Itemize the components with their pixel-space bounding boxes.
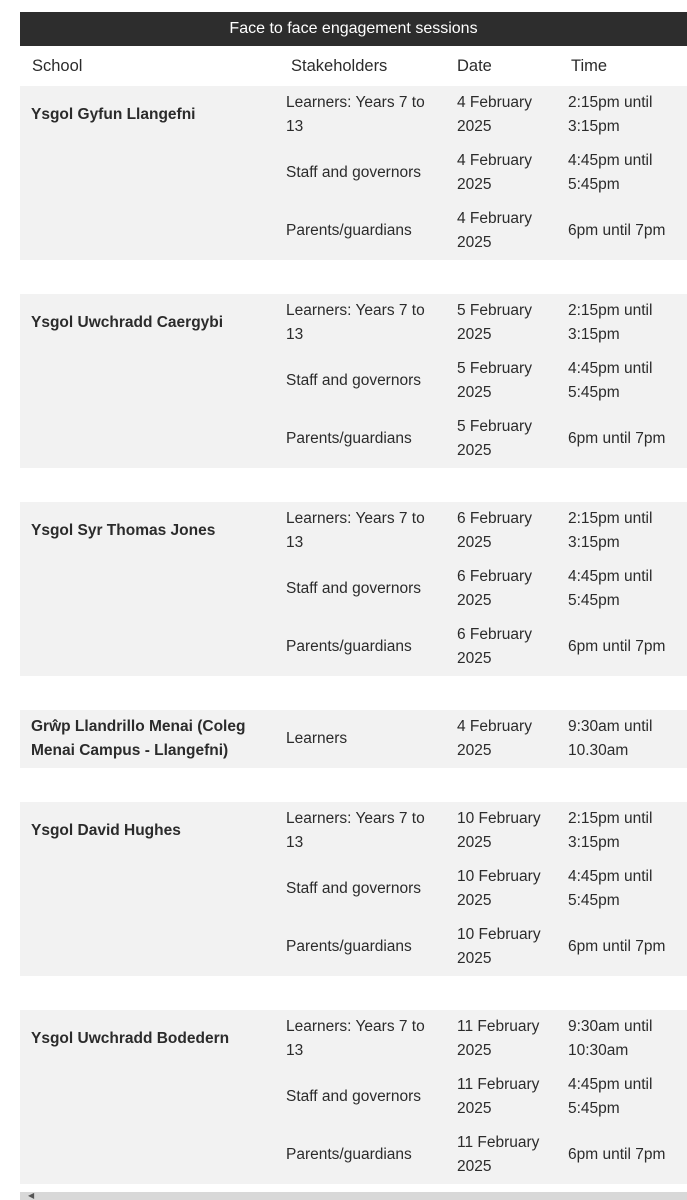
group-spacer (20, 676, 687, 710)
stakeholders-cell: Learners: Years 7 to 13 (278, 294, 444, 352)
time-cell: 2:15pm until 3:15pm (560, 502, 687, 560)
school-cell (20, 618, 278, 676)
school-cell (20, 202, 278, 260)
time-cell: 2:15pm until 3:15pm (560, 294, 687, 352)
header-row (20, 46, 687, 86)
school-cell (20, 918, 278, 976)
table-row (20, 410, 687, 468)
time-cell: 9:30am until 10.30am (560, 710, 687, 768)
table-row (20, 618, 687, 676)
table-row (20, 860, 687, 918)
date-cell: 11 February 2025 (444, 1068, 560, 1126)
spacer-cell (20, 768, 687, 802)
horizontal-scrollbar[interactable] (20, 1192, 687, 1200)
table-row (20, 294, 687, 352)
time-cell: 6pm until 7pm (560, 202, 687, 260)
school-cell (20, 410, 278, 468)
stakeholders-cell: Staff and governors (278, 860, 444, 918)
date-cell: 5 February 2025 (444, 294, 560, 352)
school-cell (20, 860, 278, 918)
table-row (20, 918, 687, 976)
date-cell: 4 February 2025 (444, 710, 560, 768)
stakeholders-cell: Staff and governors (278, 560, 444, 618)
stakeholders-cell: Learners: Years 7 to 13 (278, 502, 444, 560)
date-cell: 4 February 2025 (444, 86, 560, 144)
school-cell (20, 560, 278, 618)
time-cell: 6pm until 7pm (560, 1126, 687, 1184)
school-cell: Ysgol David Hughes (20, 802, 278, 860)
stakeholders-cell: Parents/guardians (278, 410, 444, 468)
table-caption: Face to face engagement sessions (20, 12, 687, 46)
time-cell: 4:45pm until 5:45pm (560, 560, 687, 618)
date-cell: 10 February 2025 (444, 918, 560, 976)
date-cell: 6 February 2025 (444, 502, 560, 560)
time-cell: 6pm until 7pm (560, 410, 687, 468)
stakeholders-cell: Learners (278, 710, 444, 768)
table-row (20, 202, 687, 260)
table-row (20, 1126, 687, 1184)
date-cell: 4 February 2025 (444, 202, 560, 260)
date-cell: 5 February 2025 (444, 352, 560, 410)
group-spacer (20, 468, 687, 502)
header-stakeholders: Stakeholders (291, 56, 388, 75)
table-row (20, 502, 687, 560)
time-cell: 4:45pm until 5:45pm (560, 144, 687, 202)
scroll-left-arrow-icon[interactable]: ◀ (28, 1191, 35, 1200)
school-cell: Ysgol Uwchradd Caergybi (20, 294, 278, 352)
table-row (20, 352, 687, 410)
table-row (20, 144, 687, 202)
time-cell: 4:45pm until 5:45pm (560, 352, 687, 410)
date-cell: 10 February 2025 (444, 860, 560, 918)
group-spacer (20, 768, 687, 802)
school-cell: Ysgol Syr Thomas Jones (20, 502, 278, 560)
table-row (20, 1010, 687, 1068)
spacer-cell (20, 468, 687, 502)
date-cell: 11 February 2025 (444, 1010, 560, 1068)
time-cell: 4:45pm until 5:45pm (560, 860, 687, 918)
table-row (20, 802, 687, 860)
sessions-table (20, 46, 687, 1184)
school-cell (20, 144, 278, 202)
date-cell: 4 February 2025 (444, 144, 560, 202)
time-cell: 6pm until 7pm (560, 918, 687, 976)
school-cell: Ysgol Gyfun Llangefni (20, 86, 278, 144)
stakeholders-cell: Staff and governors (278, 144, 444, 202)
spacer-cell (20, 976, 687, 1010)
school-cell (20, 1126, 278, 1184)
date-cell: 6 February 2025 (444, 560, 560, 618)
header-date: Date (457, 56, 492, 75)
table-row (20, 560, 687, 618)
time-cell: 9:30am until 10:30am (560, 1010, 687, 1068)
time-cell: 4:45pm until 5:45pm (560, 1068, 687, 1126)
date-cell: 5 February 2025 (444, 410, 560, 468)
stakeholders-cell: Learners: Years 7 to 13 (278, 1010, 444, 1068)
table-body (20, 86, 687, 1184)
date-cell: 10 February 2025 (444, 802, 560, 860)
stakeholders-cell: Learners: Years 7 to 13 (278, 802, 444, 860)
school-cell: Ysgol Uwchradd Bodedern (20, 1010, 278, 1068)
school-cell (20, 352, 278, 410)
stakeholders-cell: Learners: Years 7 to 13 (278, 86, 444, 144)
date-cell: 11 February 2025 (444, 1126, 560, 1184)
stakeholders-cell: Parents/guardians (278, 1126, 444, 1184)
stakeholders-cell: Staff and governors (278, 352, 444, 410)
spacer-cell (20, 260, 687, 294)
time-cell: 2:15pm until 3:15pm (560, 86, 687, 144)
time-cell: 2:15pm until 3:15pm (560, 802, 687, 860)
group-spacer (20, 976, 687, 1010)
school-cell (20, 1068, 278, 1126)
spacer-cell (20, 676, 687, 710)
stakeholders-cell: Parents/guardians (278, 618, 444, 676)
sessions-table-container (20, 12, 687, 1184)
stakeholders-cell: Parents/guardians (278, 202, 444, 260)
school-cell: Grŵp Llandrillo Menai (Coleg Menai Campus - Llangefni) (20, 710, 278, 768)
header-school: School (32, 56, 83, 75)
group-spacer (20, 260, 687, 294)
table-row (20, 86, 687, 144)
header-time: Time (571, 56, 608, 75)
stakeholders-cell: Staff and governors (278, 1068, 444, 1126)
table-row (20, 710, 687, 768)
time-cell: 6pm until 7pm (560, 618, 687, 676)
date-cell: 6 February 2025 (444, 618, 560, 676)
table-row (20, 1068, 687, 1126)
stakeholders-cell: Parents/guardians (278, 918, 444, 976)
